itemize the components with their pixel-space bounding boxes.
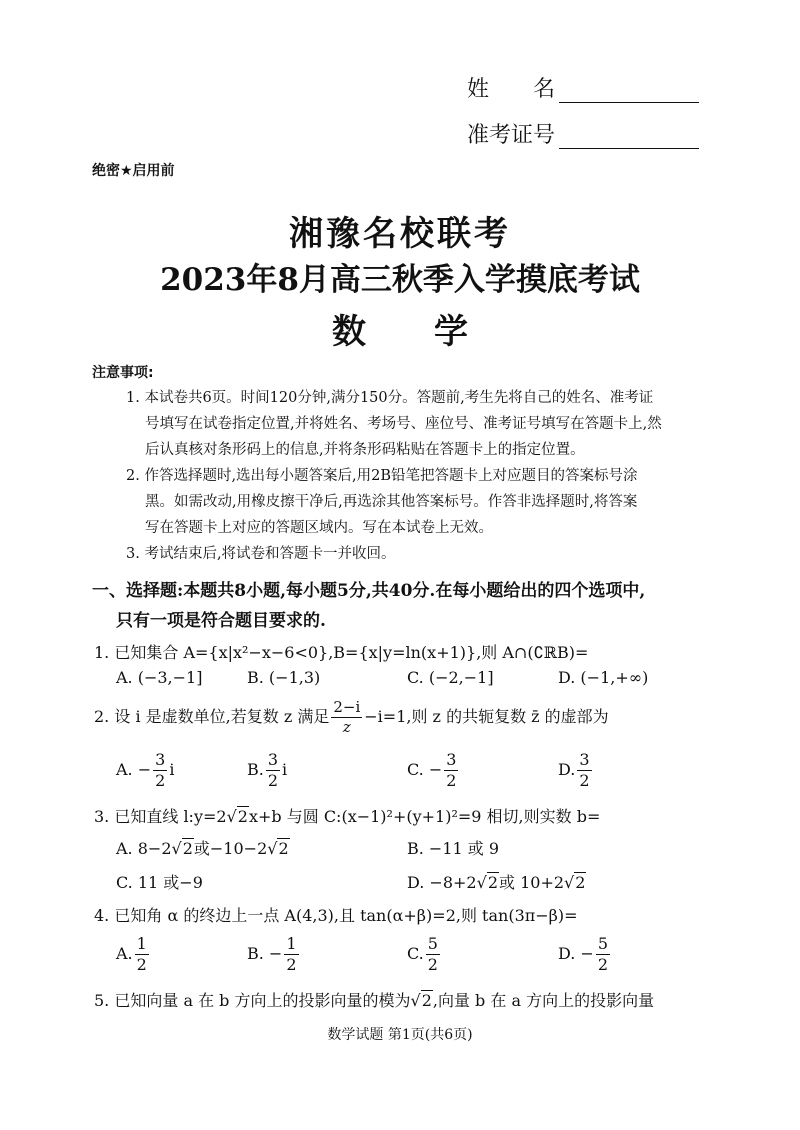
option-a[interactable] [116, 752, 174, 789]
notice-line: 3. 考试结束后,将试卷和答题卡一并收回。 [126, 546, 396, 562]
option-d-pre: D. −8+2 [407, 873, 477, 892]
frac-num: 1 [286, 934, 297, 953]
question-2-post: −i=1,则 z 的共轭复数 z̄ 的虚部为 [364, 707, 609, 726]
question-3-pre: 3. 已知直线 l:y=2 [94, 807, 227, 826]
notice-line: 号填写在试卷指定位置,并将姓名、考场号、座位号、准考证号填写在答题卡上,然 [145, 416, 662, 432]
option-a[interactable] [116, 936, 151, 973]
section-heading-cont: 只有一项是符合题目要求的. [116, 611, 326, 631]
frac-den: 2 [446, 771, 457, 790]
option-d-mid: 或 10+2 [499, 873, 565, 892]
frac-num: 2−i [333, 698, 361, 716]
name-field[interactable] [467, 72, 699, 103]
frac-num: 3 [579, 750, 590, 769]
name-label: 姓 名 [467, 77, 556, 102]
frac-den: 2 [155, 771, 166, 790]
question-5-post: ,向量 b 在 a 方向上的投影向量 [432, 991, 655, 1010]
frac-num: 5 [597, 934, 609, 953]
question-5-stem: 5. 已知向量 a 在 b 方向上的投影向量的模为√2,向量 b 在 a 方向上的投影向量 [94, 991, 655, 1010]
exam-id-field[interactable] [467, 118, 699, 149]
option-label: B. [247, 760, 264, 779]
fraction [577, 752, 591, 789]
notice-line: 后认真核对条形码上的信息,并将条形码粘贴在答题卡上的指定位置。 [145, 442, 585, 458]
frac-num: 3 [446, 750, 457, 769]
option-label: A. − [116, 760, 152, 779]
option-a-pre: A. 8−2 [116, 839, 172, 858]
frac-den: 2 [267, 771, 279, 790]
notice-line: 黑。如需改动,用橡皮擦干净后,再选涂其他答案标号。作答非选择题时,将答案 [145, 494, 638, 510]
exam-title-line1: 湘豫名校联考 [289, 214, 511, 254]
exam-id-label: 准考证号 [467, 123, 556, 148]
option-c[interactable] [407, 752, 460, 789]
frac-num: 5 [427, 934, 438, 953]
question-4-options [0, 936, 800, 980]
radicand: 2 [487, 873, 498, 892]
radicand: 2 [182, 839, 193, 858]
option-a-mid: 或−10−2 [193, 839, 268, 858]
option-label: B. − [247, 944, 283, 963]
fraction [266, 752, 280, 789]
exam-id-blank[interactable] [559, 126, 699, 149]
notice-line: 1. 本试卷共6页。时间120分钟,满分150分。答题前,考生先将自己的姓名、准考证 [126, 390, 654, 406]
question-3-stem: 3. 已知直线 l:y=2√2x+b 与圆 C:(x−1)²+(y+1)²=9 相切,则实数 b= [94, 807, 601, 826]
question-1-stem: 1. 已知集合 A={x|x²−x−6<0},B={x|y=ln(x+1)},则 A∩(∁ℝB)= [94, 643, 589, 662]
option-label: C. [407, 944, 424, 963]
question-3-post: x+b 与圆 C:(x−1)²+(y+1)²=9 相切,则实数 b= [248, 807, 601, 826]
option-label: A. [116, 944, 133, 963]
option-label: D. [558, 760, 576, 779]
option-d[interactable]: D. −8+2√2或 10+2√2 [407, 873, 586, 892]
option-d[interactable] [558, 752, 594, 789]
fraction [153, 752, 167, 789]
secret-mark: 绝密★启用前 [92, 163, 175, 179]
question-4-stem: 4. 已知角 α 的终边上一点 A(4,3),且 tan(α+β)=2,则 tan(3π−β)= [94, 906, 578, 925]
option-suffix: i [169, 760, 175, 779]
subject-title: 数 学 [332, 312, 468, 352]
section-heading: 一、选择题:本题共8小题,每小题5分,共40分.在每小题给出的四个选项中, [92, 581, 646, 601]
notice-line: 2. 作答选择题时,选出每小题答案后,用2B铅笔把答题卡上对应题目的答案标号涂 [126, 468, 638, 484]
fraction [331, 700, 362, 735]
question-2-pre: 2. 设 i 是虚数单位,若复数 z 满足 [94, 707, 330, 726]
fraction [284, 936, 298, 973]
exam-title-line2: 2023年8月高三秋季入学摸底考试 [160, 262, 640, 298]
fraction [135, 936, 149, 973]
radicand: 2 [278, 839, 289, 858]
notice-line: 写在答题卡上对应的答题区域内。写在本试卷上无效。 [145, 520, 493, 536]
option-c[interactable]: C. (−2,−1] [407, 668, 494, 687]
option-b[interactable]: B. (−1,3) [247, 668, 321, 687]
question-2-options [0, 752, 800, 796]
frac-den: 2 [579, 771, 590, 790]
option-b[interactable] [247, 936, 301, 973]
frac-den: 2 [427, 955, 438, 974]
radicand: 2 [575, 873, 586, 892]
option-label: D. − [558, 944, 594, 963]
radicand: 2 [237, 807, 248, 826]
frac-den: 2 [286, 955, 297, 974]
fraction [426, 936, 440, 973]
option-b[interactable]: B. −11 或 9 [407, 839, 500, 858]
option-a[interactable]: A. 8−2√2或−10−2√2 [116, 839, 289, 858]
option-a[interactable]: A. (−3,−1] [116, 668, 203, 687]
option-d[interactable] [558, 936, 612, 973]
frac-den: 2 [136, 955, 147, 974]
frac-num: 1 [136, 934, 147, 953]
option-suffix: i [282, 760, 288, 779]
question-2-stem [94, 700, 609, 735]
notice-heading: 注意事项: [92, 365, 154, 381]
question-5-pre: 5. 已知向量 a 在 b 方向上的投影向量的模为 [94, 991, 411, 1010]
radicand: 2 [421, 991, 432, 1010]
frac-den: 2 [597, 955, 609, 974]
option-c[interactable]: C. 11 或−9 [116, 873, 203, 892]
option-c[interactable] [407, 936, 442, 973]
option-b[interactable] [247, 752, 287, 789]
option-d[interactable]: D. (−1,+∞) [558, 668, 649, 687]
frac-num: 3 [267, 750, 279, 769]
fraction [444, 752, 458, 789]
page-footer: 数学试题 第1页(共6页) [327, 1027, 473, 1043]
frac-num: 3 [155, 750, 166, 769]
option-label: C. − [407, 760, 443, 779]
name-blank[interactable] [559, 80, 699, 103]
fraction [596, 936, 610, 973]
frac-den: z [342, 718, 351, 736]
